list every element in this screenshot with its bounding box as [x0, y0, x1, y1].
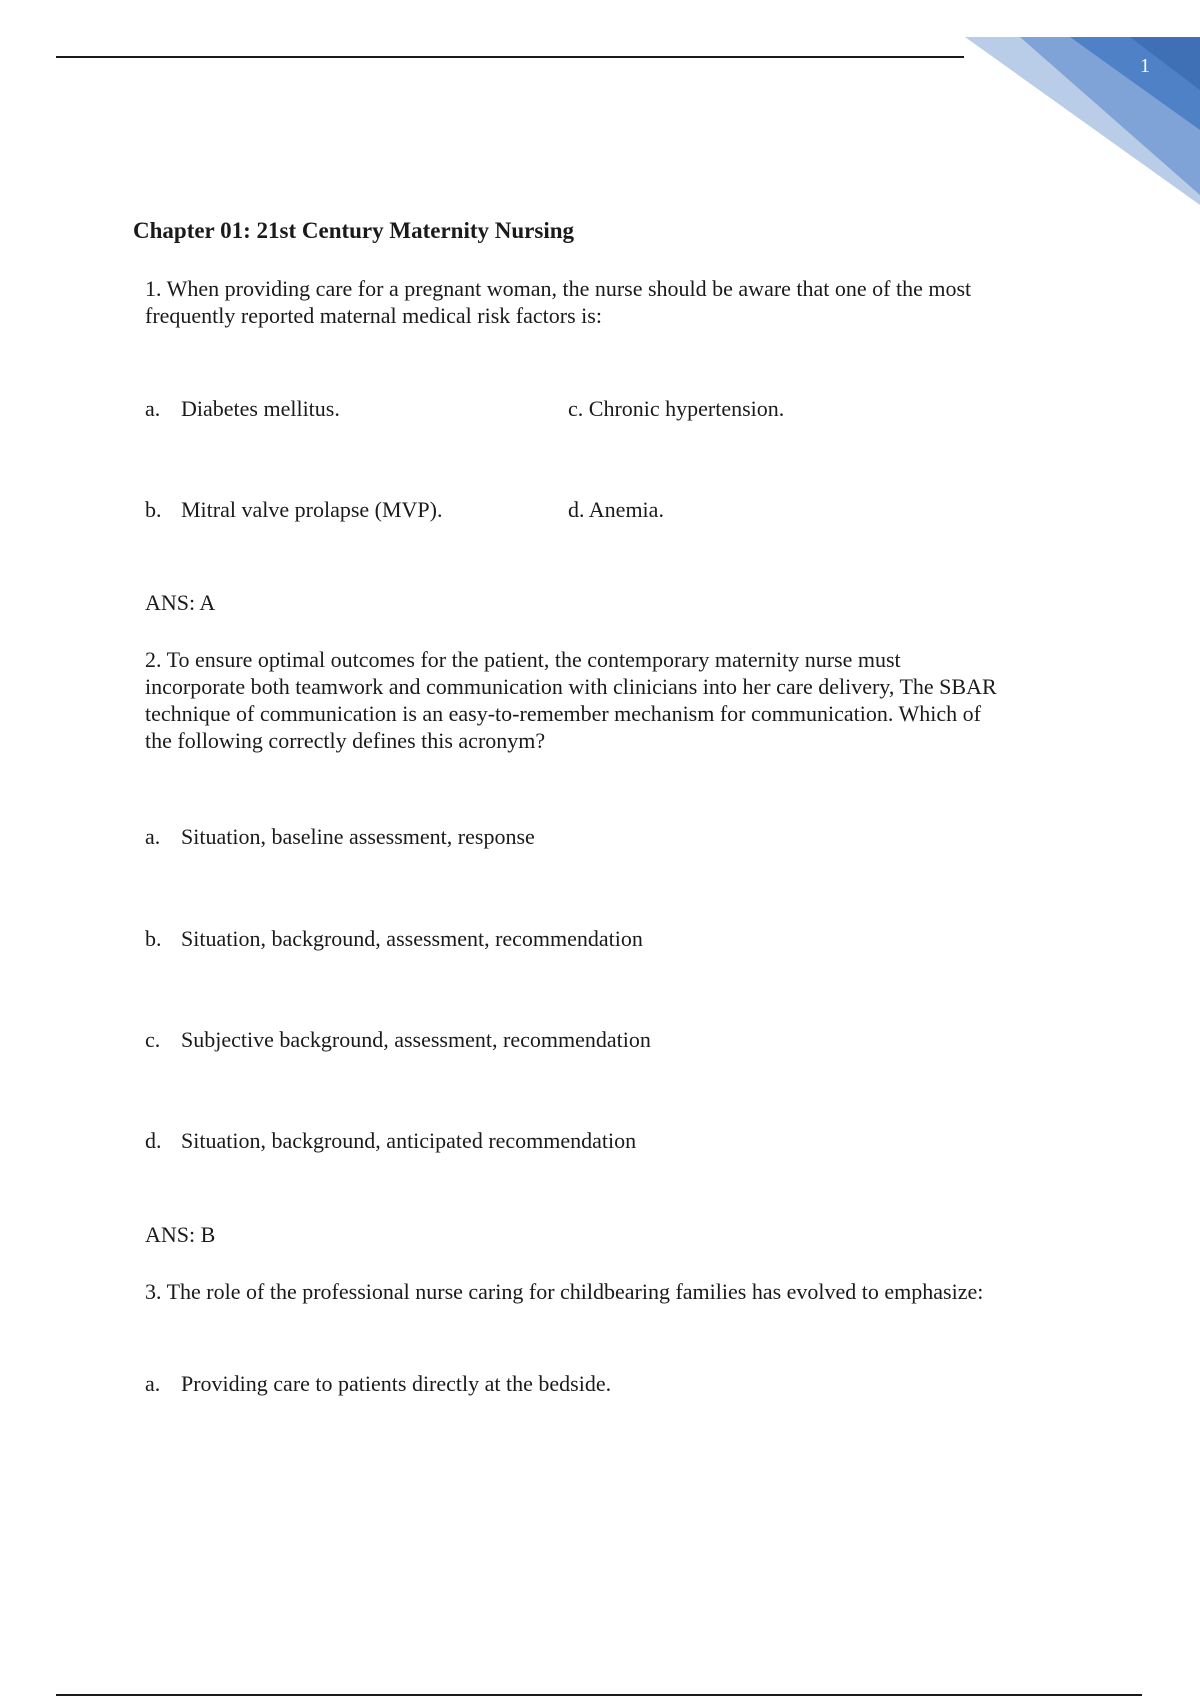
option-letter: a. — [145, 1371, 161, 1396]
question-2-option-b — [145, 925, 643, 952]
option-text: Situation, background, anticipated recommendation — [181, 1128, 637, 1153]
option-text: Providing care to patients directly at the bedside. — [181, 1371, 612, 1396]
option-text: Diabetes mellitus. — [181, 396, 340, 421]
corner-decoration — [960, 35, 1200, 205]
question-1-option-b — [145, 496, 443, 523]
question-2-stem-line: technique of communication is an easy-to-remember mechanism for communication. Which of — [145, 701, 981, 726]
question-2-stem-line: incorporate both teamwork and communication with clinicians into her care delivery, The SBAR — [145, 674, 997, 699]
option-letter: d. — [568, 497, 585, 522]
header-rule — [56, 56, 964, 58]
option-text: Situation, baseline assessment, response — [181, 824, 535, 849]
footer-rule — [56, 1694, 1142, 1696]
question-2-option-a — [145, 823, 535, 850]
question-2-answer: ANS: B — [145, 1222, 216, 1247]
option-letter: b. — [145, 497, 162, 522]
option-letter: c. — [568, 396, 584, 421]
question-3-option-a — [145, 1370, 611, 1397]
question-1-answer: ANS: A — [145, 590, 216, 615]
question-3-stem-line: 3. The role of the professional nurse caring for childbearing families has evolved to emphasize: — [145, 1279, 984, 1304]
page-number: 1 — [1140, 55, 1150, 77]
question-1-option-c — [568, 395, 784, 422]
option-letter: b. — [145, 926, 162, 951]
question-2-stem-line: the following correctly defines this acronym? — [145, 728, 546, 753]
question-1-stem-line: 1. When providing care for a pregnant woman, the nurse should be aware that one of the most — [145, 276, 972, 301]
question-2-option-c — [145, 1026, 651, 1053]
option-letter: c. — [145, 1027, 161, 1052]
option-letter: d. — [145, 1128, 162, 1153]
question-1-option-a — [145, 395, 340, 422]
question-1-stem — [145, 275, 971, 329]
question-1-stem-line: frequently reported maternal medical risk factors is: — [145, 303, 602, 328]
question-2-stem-line: 2. To ensure optimal outcomes for the patient, the contemporary maternity nurse must — [145, 647, 901, 672]
question-2-option-d — [145, 1127, 636, 1154]
option-letter: a. — [145, 824, 161, 849]
question-3-stem — [145, 1278, 983, 1305]
question-1-option-d — [568, 496, 664, 523]
option-text: Situation, background, assessment, recommendation — [181, 926, 643, 951]
option-text: Mitral valve prolapse (MVP). — [181, 497, 443, 522]
option-text: Anemia. — [588, 497, 664, 522]
option-letter: a. — [145, 396, 161, 421]
option-text: Subjective background, assessment, recommendation — [181, 1027, 651, 1052]
question-2-stem — [145, 646, 997, 754]
chapter-title: Chapter 01: 21st Century Maternity Nursing — [133, 218, 575, 243]
option-text: Chronic hypertension. — [588, 396, 785, 421]
